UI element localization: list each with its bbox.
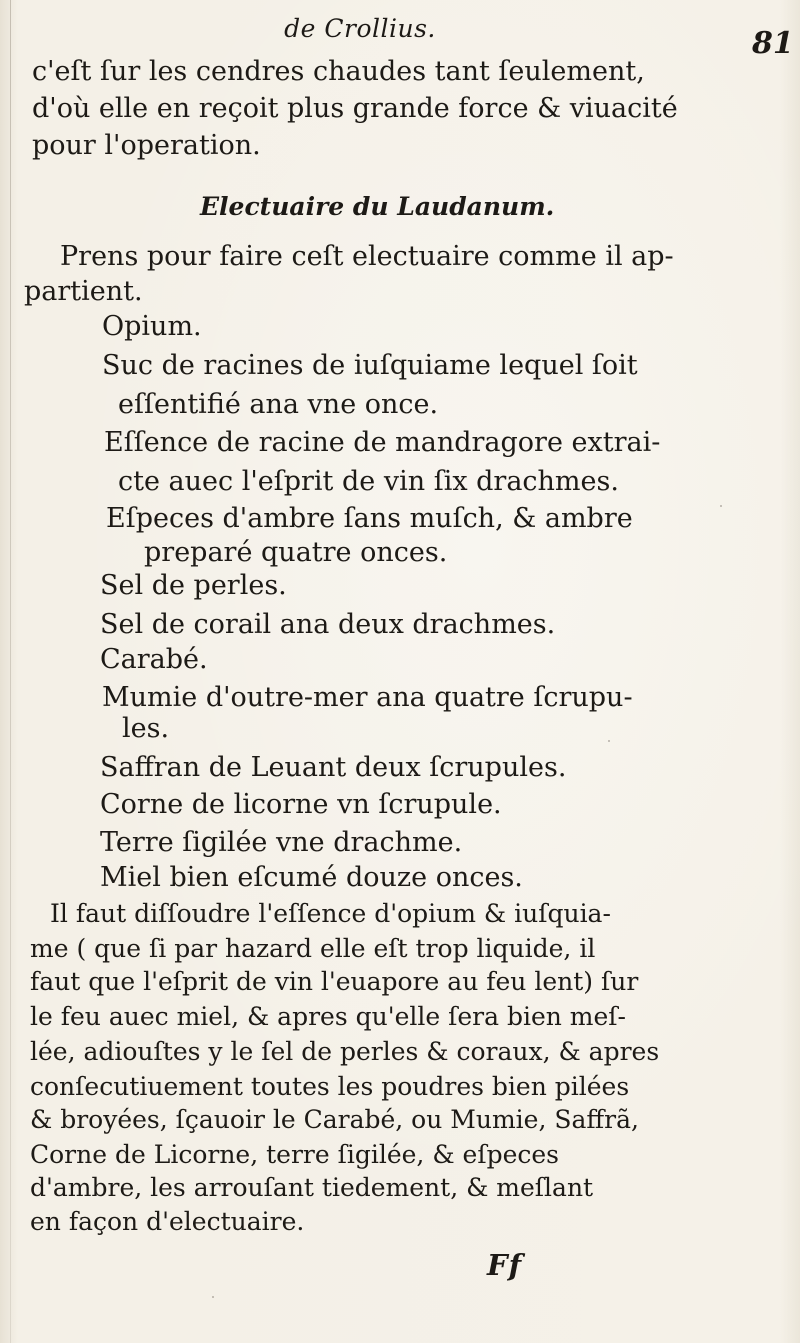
paper-speck [350, 620, 353, 623]
page-number: 81 [752, 26, 794, 61]
signature-mark: Ff [487, 1248, 523, 1282]
ingredient-line: Eſpeces d'ambre ſans muſch, & ambre [106, 503, 633, 534]
ingredient-line: Mumie d'outre-mer ana quatre ſcrupu- [102, 682, 633, 713]
text-line: en façon d'electuaire. [30, 1207, 305, 1236]
text-line: partient. [24, 276, 143, 307]
ingredient-line: eſſentifié ana vne once. [118, 389, 439, 420]
text-line: d'où elle en reçoit plus grande force & viuacité [32, 93, 678, 124]
ingredient-line: Opium. [102, 311, 202, 342]
text-line: le feu auec miel, & apres qu'elle ſera bien meſ- [30, 1002, 626, 1031]
ingredient-line: Eſſence de racine de mandragore extrai- [104, 427, 661, 458]
text-line: & broyées, ſçauoir le Carabé, ou Mumie, Saffrã, [30, 1105, 639, 1134]
text-line: pour l'operation. [32, 130, 261, 161]
text-line: lée, adiouſtes y le ſel de perles & coraux, & apres [30, 1037, 660, 1066]
ingredient-line: Suc de racines de iuſquiame lequel ſoit [102, 350, 638, 381]
paper-speck [212, 1296, 214, 1298]
section-heading: Electuaire du Laudanum. [200, 192, 555, 221]
text-line: c'eſt ſur les cendres chaudes tant ſeulement, [32, 56, 645, 87]
page-binding-edge [10, 0, 11, 1343]
paper-speck [608, 740, 610, 742]
ingredient-line: cte auec l'eſprit de vin ſix drachmes. [118, 466, 619, 497]
text-line: faut que l'eſprit de vin l'euapore au feu lent) ſur [30, 967, 639, 996]
running-title: de Crollius. [284, 14, 436, 43]
ingredient-line: les. [122, 713, 170, 744]
text-line: Il faut diſſoudre l'eſſence d'opium & iuſquia- [50, 899, 611, 928]
ingredient-line: Sel de perles. [100, 570, 287, 601]
ingredient-line: Terre ſigilée vne drachme. [100, 827, 463, 858]
ingredient-line: preparé quatre onces. [144, 537, 448, 568]
text-line: d'ambre, les arrouſant tiedement, & meſlant [30, 1173, 594, 1202]
text-line: conſecutiuement toutes les poudres bien pilées [30, 1072, 630, 1101]
text-line: me ( que ſi par hazard elle eſt trop liquide, il [30, 934, 596, 963]
ingredient-line: Sel de corail ana deux drachmes. [100, 609, 556, 640]
ingredient-line: Miel bien eſcumé douze onces. [100, 862, 523, 893]
running-head [0, 12, 800, 61]
ingredient-line: Saffran de Leuant deux ſcrupules. [100, 752, 567, 783]
ingredient-line: Carabé. [100, 644, 208, 675]
text-line: Corne de Licorne, terre ſigilée, & eſpeces [30, 1140, 559, 1169]
text-line: Prens pour faire ceſt electuaire comme il ap- [60, 241, 674, 272]
ingredient-line: Corne de licorne vn ſcrupule. [100, 789, 502, 820]
paper-speck [720, 505, 722, 507]
